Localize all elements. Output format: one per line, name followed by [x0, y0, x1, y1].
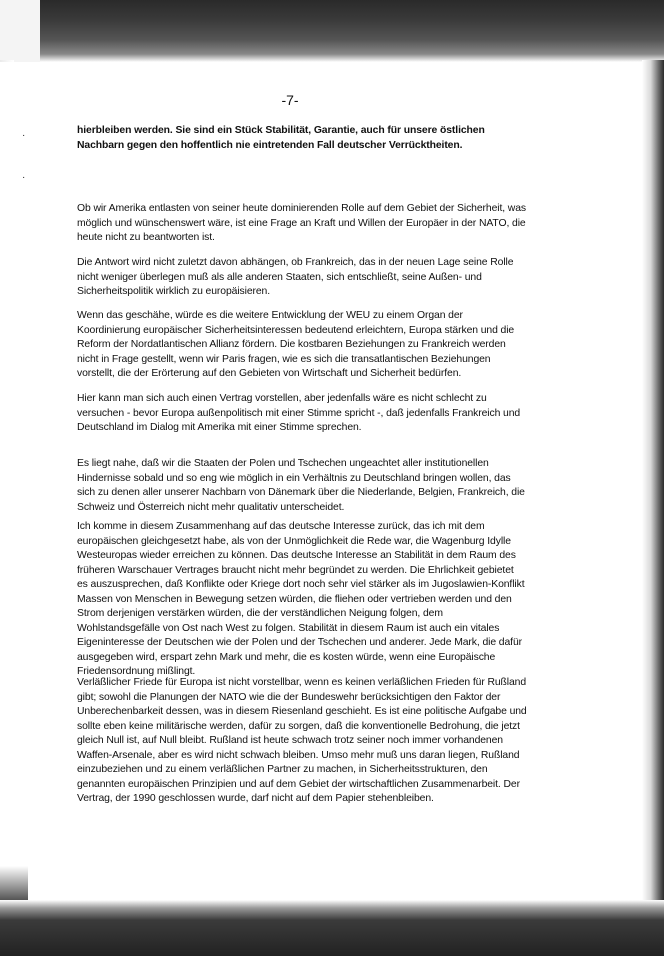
document-page [0, 62, 642, 900]
paragraph-7: Ich komme in diesem Zusammenhang auf das deutsche Interesse zurück, das ich mit dem europäischen gleichgesetzt habe, als von der Unmöglichkeit die Rede war, die Wagenburg Idylle Westeuropas wieder erreichen zu können. Das deutsche Interesse an Stabilität in dem Raum des früheren Warschauer Vertrages braucht nicht mehr begründet zu werden. Die Ehrlichkeit gebietet es auszusprechen, daß Konflikte oder Kriege dort noch sehr viel stärker als im Jugoslawien-Konflikt Massen von Menschen in Bewegung setzen würden, die fliehen oder vertrieben werden und den Strom derjenigen verstärken würden, die der verständlichen Neigung folgen, dem Wohlstandsgefälle von Ost nach West zu folgen. Stabilität in diesem Raum ist auch ein vitales Eigeninteresse der Deutschen wie der Polen und der Tschechen und anderer. Jede Mark, die dafür ausgegeben wird, erspart zehn Mark und mehr, die es kosten würde, wenn eine Europäische Friedensordnung mißlingt. [77, 521, 525, 677]
paragraph-4: Wenn das geschähe, würde es die weitere Entwicklung der WEU zu einem Organ der Koordinierung europäischer Sicherheitsinteressen bedeutend erleichtern, Europa stärken und die Reform der Nordatlantischen Allianz fördern. Die kostbaren Beziehungen zu Frankreich werden nicht in Frage gestellt, wenn wir Paris fragen, wie es sich die transatlantischen Beziehungen vorstellt, die der Erörterung auf den Gebieten von Wirtschaft und Sicherheit bedürfen. [77, 310, 515, 379]
scan-border-corner-bottom [0, 866, 28, 900]
margin-mark: · [22, 130, 26, 141]
paragraph-3: Die Antwort wird nicht zuletzt davon abhängen, ob Frankreich, das in der neuen Lage seine Rolle nicht weniger überlegen muß als alle anderen Staaten, sich entschließt, seine Außen- und Sicherheitspolitik wirklich zu europäisieren. [77, 257, 514, 297]
paragraph-6: Es liegt nahe, daß wir die Staaten der Polen und Tschechen ungeachtet aller institutionellen Hindernisse sobald und so eng wie möglich in ein Verhältnis zu Deutschland bringen wollen, das sich zu denen aller unserer Nachbarn von Dänemark über die Niederlande, Belgien, Frankreich, die Schweiz und Österreich nicht mehr qualitativ unterscheidet. [77, 458, 525, 513]
page-number: -7- [281, 92, 299, 108]
margin-mark: · [22, 172, 26, 183]
paragraph-1: hierbleiben werden. Sie sind ein Stück Stabilität, Garantie, auch für unsere östlichen Nachbarn gegen den hoffentlich nie eintretenden Fall deutscher Verrücktheiten. [77, 125, 485, 151]
paragraph-5: Hier kann man sich auch einen Vertrag vorstellen, aber jedenfalls wäre es nicht schlecht zu versuchen - bevor Europa außenpolitisch mit einer Stimme spricht -, daß jedenfalls Frankreich und Deutschland im Dialog mit Amerika mit einer Stimme sprechen. [77, 393, 521, 433]
paragraph-2: Ob wir Amerika entlasten von seiner heute dominierenden Rolle auf dem Gebiet der Sicherheit, was möglich und wünschenswert wäre, ist eine Frage an Kraft und Willen der Europäer in der NATO, die heute nicht zu beantworten ist. [77, 203, 526, 243]
scan-border-top [0, 0, 664, 62]
paragraph-8: Verläßlicher Friede für Europa ist nicht vorstellbar, wenn es keinen verläßlichen Frieden für Rußland gibt; sowohl die Planungen der NATO wie die der Bundeswehr berücksichtigen den Faktor der Unberechenbarkeit dessen, was in diesem Riesenland geschieht. Es ist eine politische Aufgabe und sollte eben keine militärische werden, dafür zu sorgen, daß die konventionelle Bedrohung, die jetzt gleich Null ist, auf Null bleibt. Rußland ist heute schwach trotz seiner noch immer vorhandenen Waffen-Arsenale, aber es wird nicht schwach bleiben. Umso mehr muß uns daran liegen, Rußland einzubeziehen und zu einem verläßlichen Partner zu machen, in Sicherheitsstrukturen, den genannten europäischen Prinzipien und auf dem Gebiet der wirtschaftlichen Zusammenarbeit. Der Vertrag, der 1990 geschlossen wurde, darf nicht auf dem Papier stehenbleiben. [77, 677, 527, 804]
scan-border-bottom [0, 900, 664, 956]
scan-border-right [642, 60, 664, 920]
